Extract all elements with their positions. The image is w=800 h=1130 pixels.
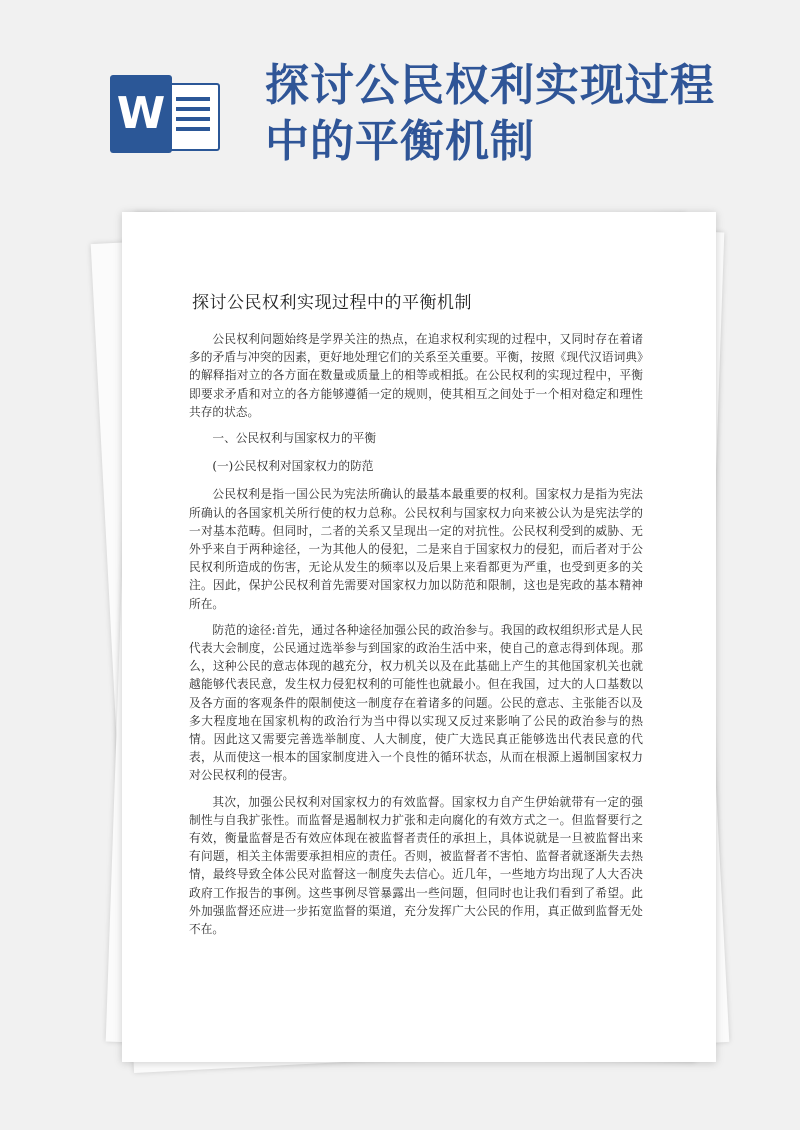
paragraph: 公民权利是指一国公民为宪法所确认的最基本最重要的权利。国家权力是指为宪法所确认的各国家机关所行使的权力总称。公民权利与国家权力向来被公认为是宪法学的一对基本范畴。但同时，二者的关系又呈现出一定的对抗性。公民权利受到的威胁、无外乎来自于两种途径，一为其他人的侵犯，二是来自于国家权力的侵犯，而后者对于公民权利所造成的伤害，无论从发生的频率以及后果上来看都更为严重，也受到更多的关注。因此，保护公民权利首先需要对国家权力加以防范和限制，这也是宪政的基本精神所在。 — [189, 487, 643, 611]
document-page — [122, 212, 716, 1062]
word-icon-line — [176, 117, 210, 121]
page-title-line-2: 中的平衡机制 — [265, 116, 535, 167]
document-title: 探讨公民权利实现过程中的平衡机制 — [192, 293, 472, 313]
page-title — [265, 58, 735, 170]
paragraph: 防范的途径:首先，通过各种途径加强公民的政治参与。我国的政权组织形式是人民代表大会制度，公民通过选举参与到国家的政治生活中来，使自己的意志得到体现。那么，这种公民的意志体现的越充分，权力机关以及在此基础上产生的其他国家机关也就越能够代表民意，发生权力侵犯权利的可能性也就最小。但在我国，过大的人口基数以及各方面的客观条件的限制使这一制度存在着诸多的问题。公民的意志、主张能否以及多大程度地在国家机构的政治行为当中得以实现又反过来影响了公民的政治参与的热情。因此这又需要完善选举制度、人大制度，使广大选民真正能够选出代表民意的代表，从而使这一根本的国家制度进入一个良性的循环状态，从而在根源上遏制国家权力对公民权利的侵害。 — [189, 622, 643, 783]
paragraph: 其次，加强公民权利对国家权力的有效监督。国家权力自产生伊始就带有一定的强制性与自我扩张性。而监督是遏制权力扩张和走向腐化的有效方式之一。但监督要行之有效，衡量监督是否有效应体现在被监督者责任的承担上，具体说就是一旦被监督出来有问题，相关主体需要承担相应的责任。否则，被监督者不害怕、监督者就逐渐失去热情，最终导致全体公民对监督这一制度失去信心。近几年，一些地方均出现了人大否决政府工作报告的事例。这些事例尽管暴露出一些问题，但同时也让我们看到了希望。此外加强监督还应进一步拓宽监督的渠道，充分发挥广大公民的作用，真正做到监督无处不在。 — [189, 794, 643, 937]
word-doc-icon — [110, 75, 220, 153]
word-icon-line — [176, 97, 210, 101]
section-heading: 一、公民权利与国家权力的平衡 — [212, 431, 377, 446]
word-icon-line — [176, 107, 210, 111]
word-icon-line — [176, 127, 210, 131]
word-icon-letter: W — [110, 75, 172, 153]
paragraph: 公民权利问题始终是学界关注的热点，在追求权利实现的过程中，又同时存在着诸多的矛盾与冲突的因素，更好地处理它们的关系至关重要。平衡，按照《现代汉语词典》的解释指对立的各方面在数量或质量上的相等或相抵。在公民权利的实现过程中，平衡即要求矛盾和对立的各方能够遵循一定的规则，使其相互之间处于一个相对稳定和理性共存的状态。 — [189, 332, 643, 419]
subsection-heading: (一)公民权利对国家权力的防范 — [212, 459, 374, 474]
header — [0, 0, 800, 200]
document-body — [189, 330, 643, 946]
page-title-line-1: 探讨公民权利实现过程 — [265, 60, 715, 111]
